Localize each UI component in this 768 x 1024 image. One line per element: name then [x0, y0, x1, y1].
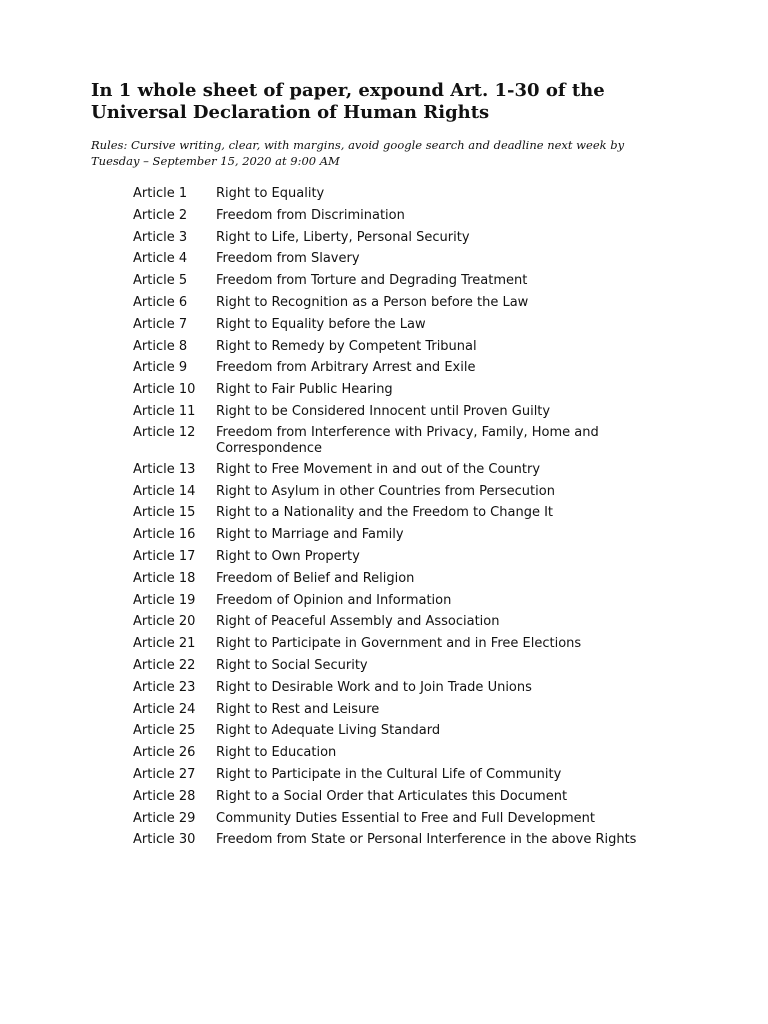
- article-number: Article 2: [133, 207, 188, 223]
- article-number: Article 6: [133, 294, 188, 310]
- title-line-2: Universal Declaration of Human Rights: [91, 102, 490, 123]
- article-number: Article 13: [133, 461, 196, 477]
- article-title: Right to Life, Liberty, Personal Security: [216, 229, 470, 245]
- article-number: Article 30: [133, 832, 196, 848]
- article-title: Freedom of Opinion and Information: [216, 592, 452, 608]
- article-row: [133, 207, 693, 229]
- article-number: Article 24: [133, 701, 196, 717]
- article-title: Right to Marriage and Family: [216, 527, 404, 543]
- article-title: Right to Equality: [216, 186, 325, 201]
- article-row: [133, 788, 693, 810]
- article-number: Article 29: [133, 810, 196, 826]
- article-number: Article 16: [133, 527, 196, 543]
- article-title: Right to Social Security: [216, 657, 368, 673]
- article-title: Right to Rest and Leisure: [216, 701, 380, 717]
- article-row: [133, 592, 693, 614]
- article-row: [133, 425, 693, 461]
- article-title: Right to Participate in Government and in Free Elections: [216, 636, 582, 652]
- article-title: Right of Peaceful Assembly and Association: [216, 614, 500, 630]
- article-number: Article 14: [133, 483, 196, 499]
- article-number: Article 22: [133, 657, 196, 673]
- article-title: Right to Desirable Work and to Join Trade Unions: [216, 679, 532, 695]
- article-number: Article 27: [133, 766, 196, 782]
- article-title: Right to Participate in the Cultural Life of Community: [216, 766, 562, 782]
- article-row: [133, 766, 693, 788]
- article-row: [133, 250, 693, 272]
- article-row: [133, 272, 693, 294]
- article-row: [133, 504, 693, 526]
- article-row: [133, 294, 693, 316]
- document-title: [91, 80, 691, 124]
- article-title: Right to Recognition as a Person before the Law: [216, 294, 529, 310]
- article-title: Freedom from State or Personal Interference in the above Rights: [216, 832, 637, 848]
- article-number: Article 8: [133, 338, 188, 354]
- article-title: Right to Adequate Living Standard: [216, 723, 441, 739]
- article-number: Article 1: [133, 186, 188, 201]
- article-row: [133, 359, 693, 381]
- article-row: [133, 526, 693, 548]
- article-row: [133, 338, 693, 360]
- article-title: Right to Remedy by Competent Tribunal: [216, 338, 477, 354]
- article-number: Article 9: [133, 360, 188, 376]
- article-number: Article 28: [133, 788, 196, 804]
- article-number: Article 3: [133, 229, 188, 245]
- article-row: [133, 461, 693, 483]
- article-number: Article 4: [133, 251, 188, 267]
- article-number: Article 5: [133, 273, 188, 289]
- article-number: Article 25: [133, 723, 196, 739]
- article-number: Article 11: [133, 403, 196, 419]
- article-row: [133, 229, 693, 251]
- title-line-1: In 1 whole sheet of paper, expound Art. 1-30 of the: [91, 80, 605, 101]
- article-title: Right to Equality before the Law: [216, 316, 426, 332]
- article-title: Freedom from Slavery: [216, 251, 360, 267]
- rules-text: Rules: Cursive writing, clear, with margins, avoid google search and deadline next week by Tuesday – September 15, 2020 at 9:00 AM: [91, 138, 625, 168]
- article-title: Right to a Nationality and the Freedom to Change It: [216, 505, 554, 521]
- article-row: [133, 657, 693, 679]
- article-row: [133, 381, 693, 403]
- article-row: [133, 570, 693, 592]
- article-title: Freedom of Belief and Religion: [216, 570, 415, 586]
- article-title: Freedom from Discrimination: [216, 207, 405, 223]
- articles-list: [133, 185, 693, 853]
- article-row: [133, 701, 693, 723]
- article-row: [133, 679, 693, 701]
- article-title: Right to Education: [216, 745, 337, 761]
- article-title: Freedom from Arbitrary Arrest and Exile: [216, 360, 476, 376]
- article-row: [133, 635, 693, 657]
- article-number: Article 15: [133, 505, 196, 521]
- article-number: Article 12: [133, 424, 196, 440]
- article-number: Article 21: [133, 636, 196, 652]
- article-title: Freedom from Interference with Privacy, Family, Home and Correspondence: [216, 424, 599, 456]
- article-row: [133, 831, 693, 853]
- article-row: [133, 483, 693, 505]
- article-number: Article 20: [133, 614, 196, 630]
- article-number: Article 19: [133, 592, 196, 608]
- article-row: [133, 403, 693, 425]
- article-title: Community Duties Essential to Free and Full Development: [216, 810, 596, 826]
- article-row: [133, 722, 693, 744]
- article-row: [133, 316, 693, 338]
- article-number: Article 26: [133, 745, 196, 761]
- article-row: [133, 810, 693, 832]
- article-title: Right to Fair Public Hearing: [216, 382, 393, 398]
- article-title: Right to Free Movement in and out of the Country: [216, 461, 541, 477]
- article-number: Article 23: [133, 679, 196, 695]
- article-number: Article 18: [133, 570, 196, 586]
- article-row: [133, 185, 693, 207]
- article-row: [133, 613, 693, 635]
- article-title: Right to a Social Order that Articulates this Document: [216, 788, 568, 804]
- article-row: [133, 744, 693, 766]
- article-number: Article 7: [133, 316, 188, 332]
- article-number: Article 10: [133, 382, 196, 398]
- article-title: Right to be Considered Innocent until Proven Guilty: [216, 403, 551, 419]
- article-number: Article 17: [133, 548, 196, 564]
- article-title: Right to Asylum in other Countries from Persecution: [216, 483, 555, 499]
- article-row: [133, 548, 693, 570]
- article-title: Right to Own Property: [216, 548, 360, 564]
- article-title: Freedom from Torture and Degrading Treatment: [216, 273, 528, 289]
